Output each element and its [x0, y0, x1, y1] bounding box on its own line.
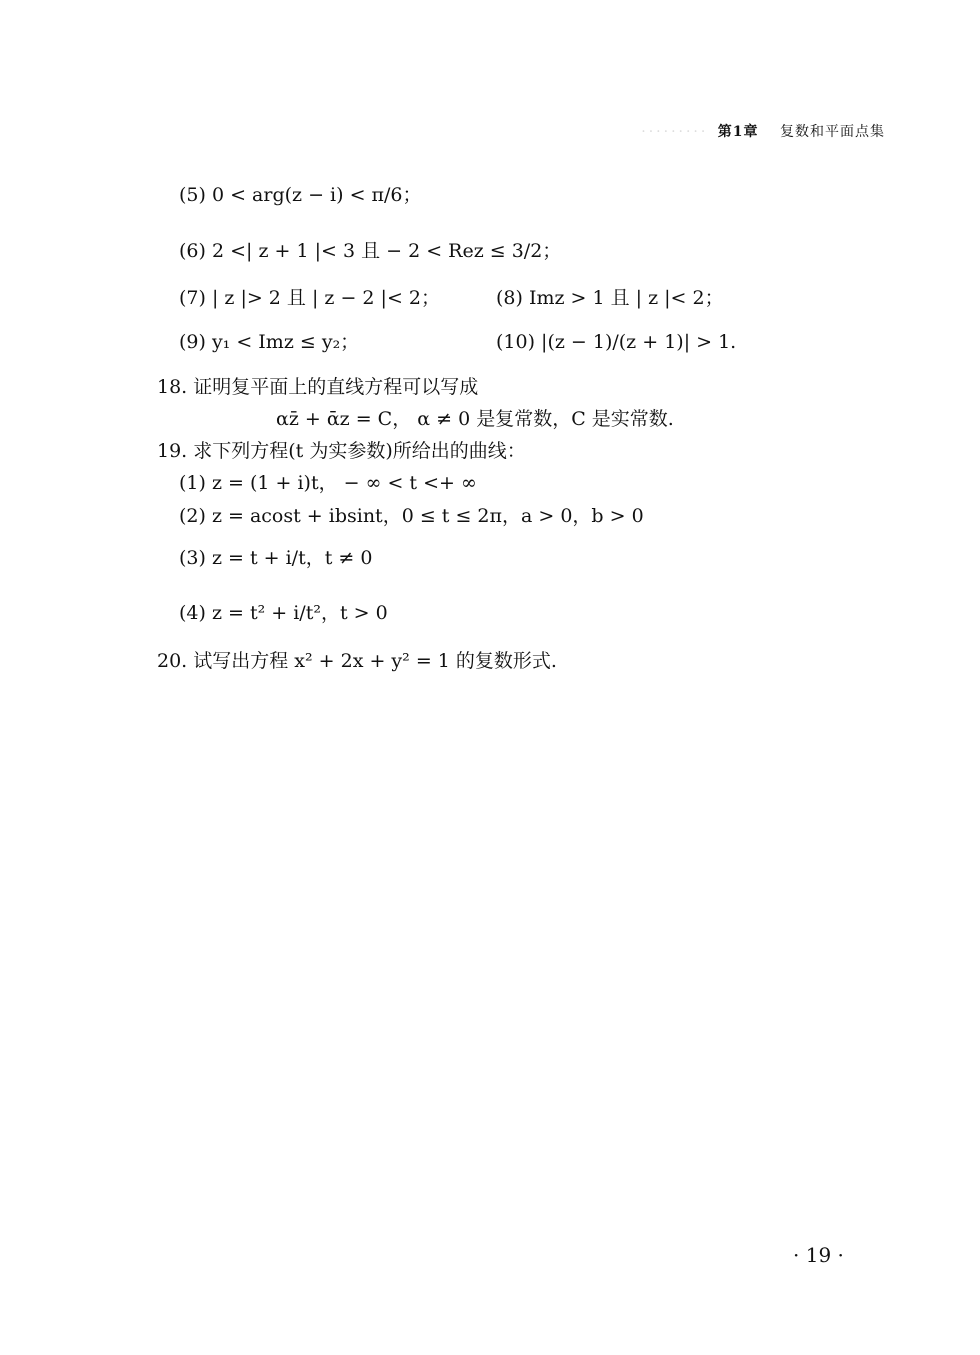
- question-18: [157, 378, 478, 397]
- item-5-text: (5) 0 < arg(z − i) < π/6；: [179, 184, 422, 206]
- question-19-part-3: [179, 549, 372, 568]
- question-18-text: 18. 证明复平面上的直线方程可以写成: [157, 376, 479, 398]
- question-18-equation-text: αz̄ + ᾱz = C， α ≠ 0 是复常数，C 是实常数.: [276, 408, 674, 430]
- chapter-title: 复数和平面点集: [780, 124, 885, 140]
- chapter-label: 第1章: [717, 124, 759, 140]
- item-8-text: (8) Imz > 1 且 | z |< 2；: [496, 287, 724, 309]
- item-9-text: (9) y₁ < Imz ≤ y₂；: [179, 331, 360, 353]
- header-leader-dots: ·········: [641, 124, 709, 140]
- question-19-part-2-text: (2) z = acost + ibsint，0 ≤ t ≤ 2π，a > 0，b > 0: [179, 505, 644, 527]
- item-9: [179, 333, 359, 352]
- item-6: [179, 242, 561, 261]
- running-header: [641, 121, 885, 141]
- item-7-text: (7) | z |> 2 且 | z − 2 |< 2；: [179, 287, 440, 309]
- question-20: [157, 652, 557, 671]
- item-10-text: (10) |(z − 1)/(z + 1)| > 1.: [496, 331, 737, 353]
- item-7: [179, 289, 440, 308]
- item-6-text: (6) 2 <| z + 1 |< 3 且 − 2 < Rez ≤ 3/2；: [179, 240, 562, 262]
- item-5: [179, 186, 422, 205]
- question-19-part-2: [179, 507, 644, 526]
- question-19-part-1: [179, 474, 477, 493]
- item-8: [496, 289, 724, 308]
- question-19: [157, 442, 526, 461]
- question-19-part-3-text: (3) z = t + i/t，t ≠ 0: [179, 547, 373, 569]
- page-number: · 19 ·: [793, 1243, 844, 1267]
- question-20-text: 20. 试写出方程 x² + 2x + y² = 1 的复数形式.: [157, 650, 557, 672]
- item-10: [496, 333, 736, 352]
- question-19-part-4: [179, 604, 388, 623]
- question-19-text: 19. 求下列方程(t 为实参数)所给出的曲线：: [157, 440, 526, 462]
- question-19-part-4-text: (4) z = t² + i/t²，t > 0: [179, 602, 388, 624]
- question-18-equation: [276, 410, 674, 429]
- question-19-part-1-text: (1) z = (1 + i)t， − ∞ < t <+ ∞: [179, 472, 477, 494]
